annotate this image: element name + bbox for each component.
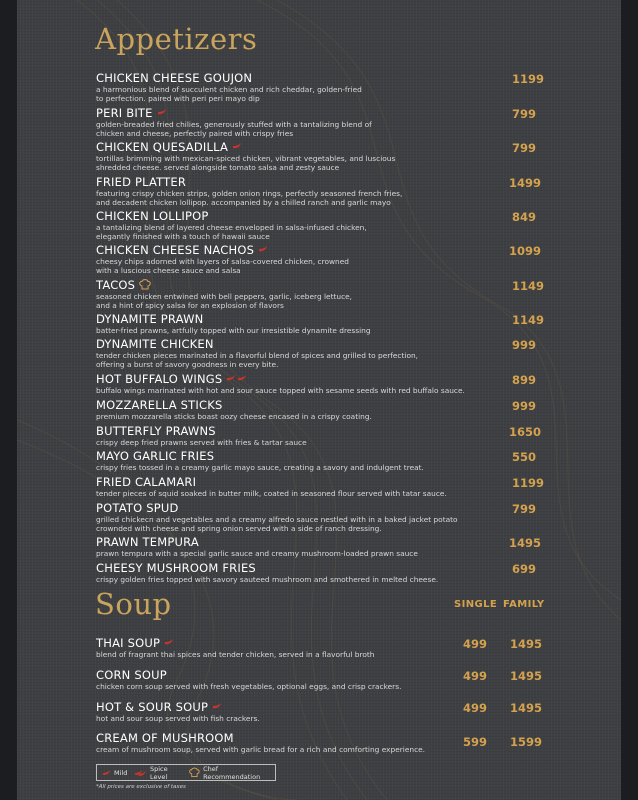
appetizers-heading: Appetizers xyxy=(95,22,258,56)
soup-heading: Soup xyxy=(95,587,172,621)
menu-item xyxy=(96,278,616,311)
item-description: chicken and cheese, perfectly paired with crispy fries xyxy=(96,129,294,139)
item-price-single: 499 xyxy=(463,637,488,651)
item-name: BUTTERFLY PRAWNS xyxy=(96,424,216,438)
chili-icon xyxy=(157,108,167,116)
item-description: crispy deep fried prawns served with fries & tartar sauce xyxy=(96,438,307,447)
menu-item xyxy=(96,449,616,472)
item-description: tender chicken pieces marinated in a flavorful blend of spices and grilled to perfection, xyxy=(96,351,418,360)
menu-item xyxy=(96,209,616,242)
item-price: 1650 xyxy=(509,425,542,439)
item-name: HOT & SOUR SOUP xyxy=(96,700,209,714)
legend-spice-label: Spice Level xyxy=(150,764,168,781)
item-price: 550 xyxy=(512,450,537,464)
item-description: and decadent chicken lollipop. accompanied by a chilled ranch and garlic mayo xyxy=(96,198,391,208)
item-price: 799 xyxy=(512,141,537,155)
item-description: to perfection. paired with peri peri mayo dip xyxy=(96,94,260,104)
item-price-single: 499 xyxy=(463,669,488,683)
item-description: cream of mushroom soup, served with garlic bread for a rich and comforting experience. xyxy=(96,745,426,754)
chili-icon xyxy=(258,245,268,253)
icon-legend xyxy=(96,764,276,781)
menu-item xyxy=(96,636,616,659)
item-name: MAYO GARLIC FRIES xyxy=(96,449,215,463)
menu-item xyxy=(96,243,616,276)
item-name: HOT BUFFALO WINGS xyxy=(96,372,223,386)
item-name: CHICKEN QUESADILLA xyxy=(96,140,229,154)
item-name: DYNAMITE PRAWN xyxy=(96,312,204,326)
chef-hat-icon xyxy=(189,767,200,778)
item-price: 699 xyxy=(512,562,537,576)
item-name: CHICKEN LOLLIPOP xyxy=(96,209,209,223)
item-name: POTATO SPUD xyxy=(96,501,179,515)
item-description: and a hint of spicy salsa for an explosion of flavors xyxy=(96,301,284,311)
item-price: 1099 xyxy=(509,244,542,258)
item-description: buffalo wings marinated with hot and sour sauce topped with sesame seeds with red buffalo sauce. xyxy=(96,386,465,395)
menu-item xyxy=(96,535,616,558)
legend-chef-label: Chef Recommendation xyxy=(203,764,261,781)
item-description: crownded with cheese and spring onion served with a side of ranch dressing. xyxy=(96,524,382,534)
item-name: CHEESY MUSHROOM FRIES xyxy=(96,561,256,575)
menu-item xyxy=(96,312,616,335)
item-price: 1199 xyxy=(512,72,545,86)
menu-item xyxy=(96,140,616,173)
item-description: a harmonious blend of succulent chicken and rich cheddar, golden-fried xyxy=(96,85,362,94)
family-column-header: FAMILY xyxy=(503,599,545,610)
chili-icon xyxy=(102,769,111,777)
item-name: PRAWN TEMPURA xyxy=(96,535,199,549)
menu-item xyxy=(96,71,616,104)
item-name: CREAM OF MUSHROOM xyxy=(96,731,234,745)
item-price: 899 xyxy=(512,373,537,387)
item-name: TACOS xyxy=(96,278,136,292)
item-price: 999 xyxy=(512,399,537,413)
item-name: FRIED PLATTER xyxy=(96,175,187,189)
menu-item xyxy=(96,424,616,447)
item-description: crispy golden fries topped with savory sauteed mushroom and smothered in melted cheese. xyxy=(96,575,439,584)
chef-hat-icon xyxy=(139,279,151,290)
legend-mild-label: Mild xyxy=(114,768,128,777)
item-price: 799 xyxy=(512,502,537,516)
single-column-header: SINGLE xyxy=(454,599,498,610)
item-description: grilled chickecn and vegetables and a creamy alfredo sauce nestled with in a baked jacket potato xyxy=(96,515,458,524)
menu-item xyxy=(96,398,616,421)
item-description: crispy fries tossed in a creamy garlic mayo sauce, creating a savory and indulgent treat. xyxy=(96,463,424,472)
item-price: 1499 xyxy=(509,176,542,190)
item-price: 1149 xyxy=(512,279,545,293)
menu-page xyxy=(17,0,621,800)
menu-item xyxy=(96,175,616,208)
item-description: a tantalizing blend of layered cheese enveloped in salsa-infused chicken, xyxy=(96,223,367,232)
item-description: featuring crispy chicken strips, golden onion rings, perfectly seasoned french fries, xyxy=(96,189,403,198)
item-description: blend of fragrant thai spices and tender chicken, served in a flavorful broth xyxy=(96,650,375,659)
item-name: DYNAMITE CHICKEN xyxy=(96,337,214,351)
item-description: premium mozzarella sticks boast oozy cheese encased in a crispy coating. xyxy=(96,412,372,421)
item-description: hot and sour soup served with fish crackers. xyxy=(96,714,260,723)
chili-icon xyxy=(226,374,236,382)
item-price: 1199 xyxy=(512,476,545,490)
menu-item xyxy=(96,561,616,584)
item-description: tender pieces of squid soaked in butter milk, coated in seasoned flour served with tatar sauce. xyxy=(96,489,447,498)
item-price-family: 1495 xyxy=(510,637,543,651)
menu-item xyxy=(96,668,616,691)
menu-item xyxy=(96,372,616,395)
menu-item xyxy=(96,106,616,139)
item-name: THAI SOUP xyxy=(96,636,161,650)
item-price-family: 1495 xyxy=(510,701,543,715)
item-price-single: 599 xyxy=(463,735,488,749)
item-price-family: 1495 xyxy=(510,669,543,683)
item-price-single: 499 xyxy=(463,701,488,715)
item-description: chicken corn soup served with fresh vegetables, optional eggs, and crisp crackers. xyxy=(96,682,402,691)
item-description: elegantly finished with a touch of hawaii sauce xyxy=(96,232,270,242)
chili-icon xyxy=(237,374,247,382)
item-description: seasoned chicken entwined with bell peppers, garlic, iceberg lettuce, xyxy=(96,292,353,301)
menu-item xyxy=(96,337,616,370)
menu-item xyxy=(96,501,616,534)
item-price: 799 xyxy=(512,107,537,121)
item-price: 1495 xyxy=(509,536,542,550)
chili-icon xyxy=(164,638,174,646)
item-description: prawn tempura with a special garlic sauce and creamy mushroom-loaded prawn sauce xyxy=(96,549,418,558)
item-description: offering a burst of savory goodness in every bite. xyxy=(96,360,279,370)
item-description: cheesy chips adorned with layers of salsa-covered chicken, crowned xyxy=(96,257,349,266)
spice-level-icon xyxy=(134,769,147,777)
item-name: FRIED CALAMARI xyxy=(96,475,197,489)
item-price: 999 xyxy=(512,338,537,352)
item-description: batter-fried prawns, artfully topped with our irresistible dynamite dressing xyxy=(96,326,371,335)
item-description: tortillas brimming with mexican-spiced chicken, vibrant vegetables, and luscious xyxy=(96,154,396,163)
item-price-family: 1599 xyxy=(510,735,543,749)
chili-icon xyxy=(212,702,222,710)
item-name: CHICKEN CHEESE NACHOS xyxy=(96,243,255,257)
menu-item xyxy=(96,475,616,498)
item-price: 849 xyxy=(512,210,537,224)
item-name: CHICKEN CHEESE GOUJON xyxy=(96,71,253,85)
item-description: golden-breaded fried chilies, generously stuffed with a tantalizing blend of xyxy=(96,120,372,129)
chili-icon xyxy=(232,142,242,150)
menu-item xyxy=(96,731,616,754)
item-price: 1149 xyxy=(512,313,545,327)
item-name: CORN SOUP xyxy=(96,668,167,682)
tax-note: *All prices are exclusive of taxes xyxy=(96,784,186,790)
item-name: MOZZARELLA STICKS xyxy=(96,398,223,412)
menu-item xyxy=(96,700,616,723)
item-description: shredded cheese. served alongside tomato salsa and zesty sauce xyxy=(96,163,340,173)
item-name: PERI BITE xyxy=(96,106,153,120)
item-description: with a luscious cheese sauce and salsa xyxy=(96,266,241,276)
